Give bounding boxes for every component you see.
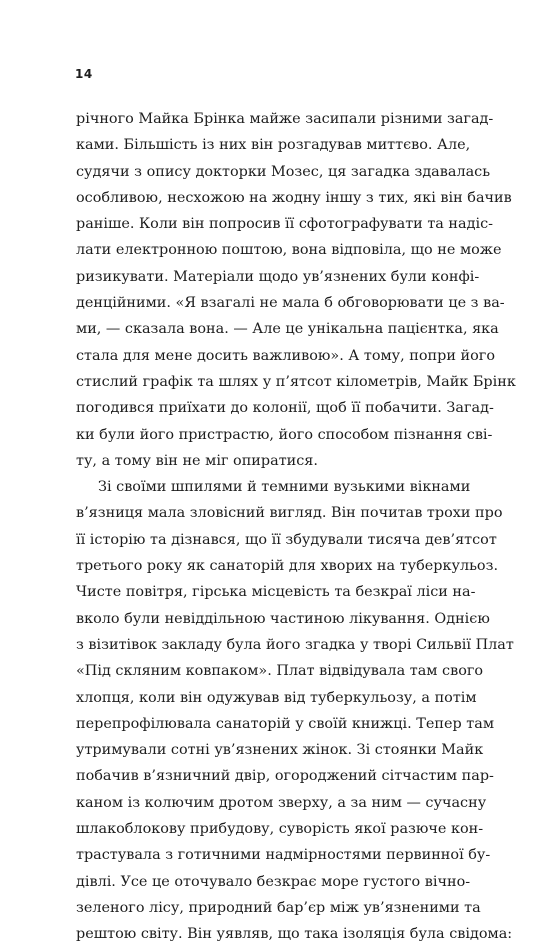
text-line: перепрофілювала санаторій у своїй книжці. Тепер там bbox=[76, 715, 495, 732]
text-line: погодився приїхати до колонії, щоб її побачити. Загад- bbox=[76, 400, 494, 417]
text-line: третього року як санаторій для хворих на туберкульоз. bbox=[76, 558, 499, 575]
text-line: рештою світу. Він уявляв, що така ізоляція була свідома: bbox=[76, 926, 513, 943]
text-line: «Під скляним ковпаком». Плат відвідувала там свого bbox=[76, 663, 484, 680]
text-line: в’язниця мала зловісний вигляд. Він почитав трохи про bbox=[76, 505, 503, 522]
text-line: каном із колючим дротом зверху, а за ним — сучасну bbox=[76, 794, 487, 811]
text-line: ки були його пристрастю, його способом пізнання сві- bbox=[76, 426, 493, 443]
text-line: особливою, несхожою на жодну іншу з тих, які він бачив bbox=[76, 189, 512, 206]
text-line: трастувала з готичними надмірностями первинної бу- bbox=[76, 847, 491, 864]
text-line: утримували сотні ув’язнених жінок. Зі стоянки Майк bbox=[76, 742, 484, 759]
text-line: з візитівок закладу була його згадка у творі Сильвії Плат bbox=[76, 636, 514, 653]
text-line: судячи з опису докторки Мозес, ця загадка здавалась bbox=[76, 163, 491, 180]
body-text bbox=[76, 106, 516, 948]
text-line: дівлі. Усе це оточувало безкрає море густого вічно- bbox=[76, 873, 471, 890]
text-line: річного Майка Брінка майже засипали різними загад- bbox=[76, 111, 494, 127]
text-line: ками. Більшість із них він розгадував миттєво. Але, bbox=[76, 137, 471, 154]
text-line: побачив в’язничний двір, огороджений сітчастим пар- bbox=[76, 768, 494, 785]
text-line: хлопця, коли він одужував від туберкульозу, а потім bbox=[76, 689, 477, 706]
text-line: стала для мене досить важливою». А тому, попри його bbox=[76, 347, 495, 364]
text-line: Чисте повітря, гірська місцевість та безкраї ліси на- bbox=[76, 584, 476, 601]
text-line: денційними. «Я взагалі не мала б обговорювати це з ва- bbox=[76, 295, 505, 312]
text-line: стислий графік та шлях у п’ятсот кілометрів, Майк Брінк bbox=[76, 373, 516, 390]
text-line: її історію та дізнався, що її збудували тисяча дев’ятсот bbox=[76, 531, 497, 548]
text-line: Зі своїми шпилями й темними вузькими вікнами bbox=[98, 479, 471, 496]
text-line: ризикувати. Матеріали щодо ув’язнених були конфі- bbox=[76, 268, 480, 285]
text-line: вколо були невіддільною частиною лікування. Однією bbox=[76, 610, 490, 627]
text-line: ми, — сказала вона. — Але це унікальна пацієнтка, яка bbox=[76, 321, 499, 338]
text-line: ту, а тому він не міг опиратися. bbox=[76, 452, 318, 469]
text-line: зеленого лісу, природний бар’єр між ув’язненими та bbox=[76, 899, 481, 916]
text-line: шлакоблокову прибудову, суворість якої разюче кон- bbox=[76, 821, 484, 838]
text-line: лати електронною поштою, вона відповіла, що не може bbox=[76, 242, 502, 259]
text-line: раніше. Коли він попросив її сфотографувати та надіс- bbox=[76, 216, 493, 233]
page-number: 14 bbox=[75, 67, 93, 81]
